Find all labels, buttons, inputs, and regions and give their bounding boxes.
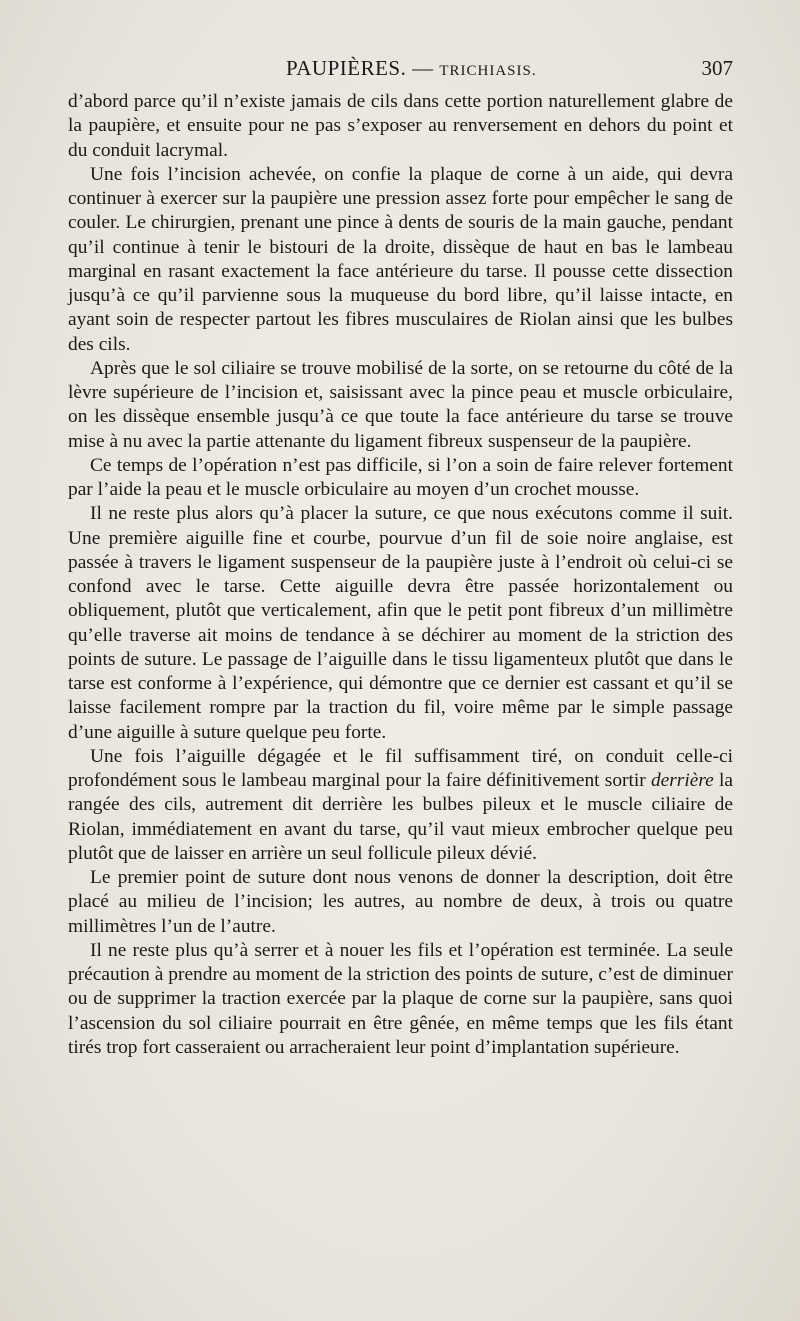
page-number: 307 <box>701 56 733 80</box>
paragraph: Il ne reste plus qu’à serrer et à nouer les fils et l’opération est terminée. La seule précaution à prendre au moment de la striction des points de suture, c’est de diminuer ou de supprimer la traction exercée par la plaque de corne sur la paupière, sans quoi l’ascension du sol ciliaire pourrait en être gênée, en même temps que les fils étant tirés trop fort casseraient ou arracheraient leur point d’implantation supérieure. <box>68 939 733 1058</box>
emphasis-text: derrière <box>650 770 714 791</box>
paragraph-text: la rangée des cils, autrement dit derrière les bulbes pileux et le muscle ciliaire de Riolan, immédiatement en avant du tarse, qu’il vaut mieux embrocher quelque peu plutôt que de laisser en arrière un seul follicule pileux dévié. <box>68 770 733 864</box>
paragraph <box>68 745 733 866</box>
running-title-main: PAUPIÈRES. <box>286 56 407 80</box>
paragraph-text: Une fois l’aiguille dégagée et le fil suffisamment tiré, on conduit celle-ci profondément sous le lambeau marginal pour la faire définitivement sortir <box>68 745 733 791</box>
running-head <box>68 56 733 86</box>
paragraph: Le premier point de suture dont nous venons de donner la description, doit être placé au milieu de l’incision; les autres, au nombre de deux, à trois ou quatre millimètres l’un de l’autre. <box>68 867 733 937</box>
paragraph: Il ne reste plus alors qu’à placer la suture, ce que nous exécutons comme il suit. Une première aiguille fine et courbe, pourvue d’un fil de soie noire anglaise, est passée à travers le ligament suspenseur de la paupière juste à l’endroit où celui-ci se confond avec le tarse. Cette aiguille devra être passée horizontalement ou obliquement, plutôt que verticalement, afin que le petit pont fibreux d’un millimètre qu’elle traverse ait moins de tendance à se déchirer au moment de la striction des points de suture. Le passage de l’aiguille dans le tissu ligamenteux plutôt que dans le tarse est conforme à l’expérience, qui démontre que ce dernier est cassant et qu’il se laisse facilement rompre par la traction du fil, voire même par le simple passage d’une aiguille à suture quelque peu forte. <box>68 503 733 743</box>
running-title-separator: — <box>406 56 440 80</box>
paragraph: Une fois l’incision achevée, on confie la plaque de corne à un aide, qui devra continuer à exercer sur la paupière une pression assez forte pour empêcher le sang de couler. Le chirurgien, prenant une pince à dents de souris de la main gauche, pendant qu’il continue à tenir le bistouri de la droite, dissèque de haut en bas le lambeau marginal en rasant exactement la face antérieure du tarse. Il pousse cette dissection jusqu’à ce qu’il parvienne sous la muqueuse du bord libre, qu’il laisse intacte, en ayant soin de respecter partout les fibres musculaires de Riolan ainsi que les bulbes des cils. <box>68 163 733 355</box>
paragraph: Ce temps de l’opération n’est pas difficile, si l’on a soin de faire relever fortement par l’aide la peau et le muscle orbiculaire au moyen d’un crochet mousse. <box>68 454 733 500</box>
body-text <box>68 90 733 1060</box>
paragraph-continuation: d’abord parce qu’il n’existe jamais de cils dans cette portion naturellement glabre de la paupière, et ensuite pour ne pas s’exposer au renversement en dehors du point et du conduit lacrymal. <box>68 91 733 161</box>
paragraph: Après que le sol ciliaire se trouve mobilisé de la sorte, on se retourne du côté de la lèvre supérieure de l’incision et, saisissant avec la pince peau et muscle orbiculaire, on les dissèque ensemble jusqu’à ce que toute la face antérieure du tarse se trouve mise à nu avec la partie attenante du ligament fibreux suspenseur de la paupière. <box>68 357 733 452</box>
running-title <box>286 56 537 81</box>
running-title-subtitle: TRICHIASIS. <box>439 63 537 79</box>
